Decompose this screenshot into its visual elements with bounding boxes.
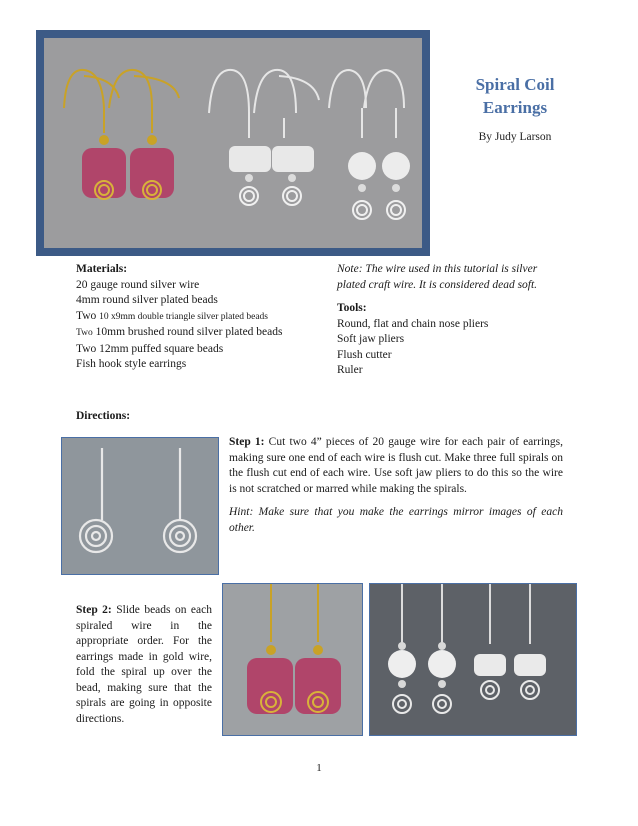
silver-beads-illustration (370, 584, 577, 736)
pink-bead (82, 148, 126, 198)
materials-item (76, 325, 326, 342)
gold-beads-illustration (223, 584, 363, 736)
byline: By Judy Larson (478, 131, 552, 143)
hero-photo (44, 38, 422, 248)
step2-silver-photo (369, 583, 577, 736)
materials-item: Fish hook style earrings (76, 358, 187, 370)
page-number: 1 (316, 762, 322, 774)
note-line: Note: The wire used in this tutorial is silver (337, 263, 538, 275)
earrings-photo-illustration (44, 38, 422, 248)
page-title (430, 73, 600, 119)
spiral-wires-illustration (62, 438, 219, 575)
step1-label: Step 1: (229, 436, 265, 448)
tools-item: Ruler (337, 364, 363, 376)
step1-photo (61, 437, 219, 575)
title-line-2: Earrings (482, 98, 548, 117)
materials-item: 20 gauge round silver wire (76, 278, 200, 291)
note-block (337, 262, 567, 293)
step2-text: Slide beads on each spiraled wire in the appropriate order. For the earrings made in gold wire, fold the spiral up over the bead, making sure that the spirals are going in opposite directions. (76, 604, 212, 725)
step2-gold-photo (222, 583, 363, 736)
step1-hint: Hint: Make sure that you make the earrings mirror images of each other. (229, 506, 563, 534)
step1-paragraph (229, 435, 563, 497)
step1-block (229, 435, 563, 536)
directions-heading: Directions: (76, 410, 131, 422)
materials-item-prefix: Two (76, 328, 93, 338)
title-block (430, 30, 600, 180)
title-line-1: Spiral Coil (475, 75, 555, 94)
materials-item-detail: 10mm brushed round silver plated beads (95, 326, 283, 338)
materials-item (76, 309, 326, 326)
hero-photo-frame (36, 30, 430, 256)
materials-heading: Materials: (76, 263, 128, 275)
materials-item-detail: 10 x9mm double triangle silver plated beads (99, 311, 269, 322)
materials-item: Two 12mm puffed square beads (76, 342, 224, 355)
step2-label: Step 2: (76, 604, 112, 616)
step1-text: Cut two 4” pieces of 20 gauge wire for each pair of earrings, making sure one end of each wire is flush cut. Make three full spirals on the flush cut end of each wire. Use soft jaw pliers to do this so the wire is not scratched or marred while making the spirals. (229, 436, 563, 495)
materials-item: 4mm round silver plated beads (76, 294, 218, 306)
step2-block (76, 603, 212, 727)
materials-section (76, 262, 326, 373)
tools-item: Flush cutter (337, 348, 392, 361)
materials-item-prefix: Two (76, 309, 97, 322)
note-line: plated craft wire. It is considered dead soft. (337, 278, 538, 291)
tools-section (337, 301, 567, 379)
tools-item: Soft jaw pliers (337, 333, 405, 345)
tools-item: Round, flat and chain nose pliers (337, 317, 489, 330)
tools-heading: Tools: (337, 302, 367, 314)
